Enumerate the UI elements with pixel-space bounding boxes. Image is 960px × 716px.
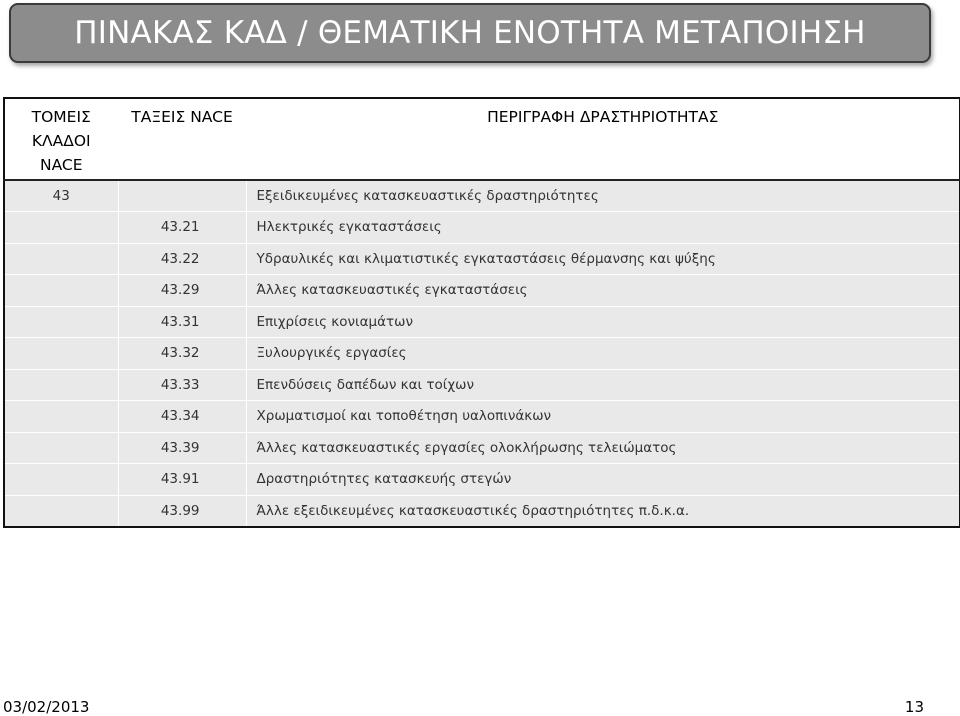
cell-description: Υδραυλικές και κλιματιστικές εγκαταστάσεις θέρμανσης και ψύξης [246, 243, 960, 275]
cell-description: Άλλε εξειδικευμένες κατασκευαστικές δραστηριότητες π.δ.κ.α. [246, 495, 960, 527]
cell-class: 43.34 [118, 401, 246, 433]
cell-class: 43.32 [118, 338, 246, 370]
cell-sector [4, 275, 118, 307]
header-sector-line1: ΤΟΜΕΙΣ [31, 108, 91, 126]
title-banner [9, 3, 931, 63]
table-row [4, 495, 960, 527]
cell-class: 43.39 [118, 432, 246, 464]
cell-description: Ηλεκτρικές εγκαταστάσεις [246, 212, 960, 244]
header-sector-line3: NACE [39, 156, 83, 174]
cell-description: Επενδύσεις δαπέδων και τοίχων [246, 369, 960, 401]
cell-description: Χρωματισμοί και τοποθέτηση υαλοπινάκων [246, 401, 960, 433]
header-sector-line2: ΚΛΑΔΟΙ [31, 132, 91, 150]
table-row [4, 432, 960, 464]
slide-title: ΠΙΝΑΚΑΣ ΚΑΔ / ΘΕΜΑΤΙΚΗ ΕΝΟΤΗΤΑ ΜΕΤΑΠΟΙΗΣΗ [74, 15, 866, 51]
cell-description: Επιχρίσεις κονιαμάτων [246, 306, 960, 338]
cell-class: 43.21 [118, 212, 246, 244]
table-row [4, 306, 960, 338]
table-row [4, 275, 960, 307]
nace-table [3, 97, 960, 528]
cell-sector [4, 338, 118, 370]
cell-description: Ξυλουργικές εργασίες [246, 338, 960, 370]
cell-class: 43.22 [118, 243, 246, 275]
cell-sector [4, 306, 118, 338]
table-row [4, 464, 960, 496]
cell-sector [4, 243, 118, 275]
table-row [4, 401, 960, 433]
cell-class: 43.33 [118, 369, 246, 401]
cell-sector [4, 369, 118, 401]
table-header-row [4, 98, 960, 180]
cell-class: 43.91 [118, 464, 246, 496]
table-row [4, 180, 960, 212]
cell-description: Εξειδικευμένες κατασκευαστικές δραστηριότητες [246, 180, 960, 212]
table-row [4, 212, 960, 244]
cell-sector [4, 432, 118, 464]
header-classes: ΤΑΞΕΙΣ NACE [118, 98, 246, 180]
header-sector [4, 98, 118, 180]
page-number: 13 [904, 698, 924, 716]
cell-sector [4, 464, 118, 496]
table-row [4, 243, 960, 275]
cell-sector [4, 495, 118, 527]
footer-date: 03/02/2013 [3, 698, 90, 716]
cell-description: Δραστηριότητες κατασκευής στεγών [246, 464, 960, 496]
cell-sector [4, 212, 118, 244]
header-description: ΠΕΡΙΓΡΑΦΗ ΔΡΑΣΤΗΡΙΟΤΗΤΑΣ [246, 98, 960, 180]
cell-sector [4, 401, 118, 433]
table-row [4, 369, 960, 401]
cell-description: Άλλες κατασκευαστικές εργασίες ολοκλήρωσης τελειώματος [246, 432, 960, 464]
cell-class: 43.29 [118, 275, 246, 307]
cell-class: 43.99 [118, 495, 246, 527]
cell-description: Άλλες κατασκευαστικές εγκαταστάσεις [246, 275, 960, 307]
cell-sector: 43 [4, 180, 118, 212]
cell-class: 43.31 [118, 306, 246, 338]
cell-class [118, 180, 246, 212]
table-row [4, 338, 960, 370]
